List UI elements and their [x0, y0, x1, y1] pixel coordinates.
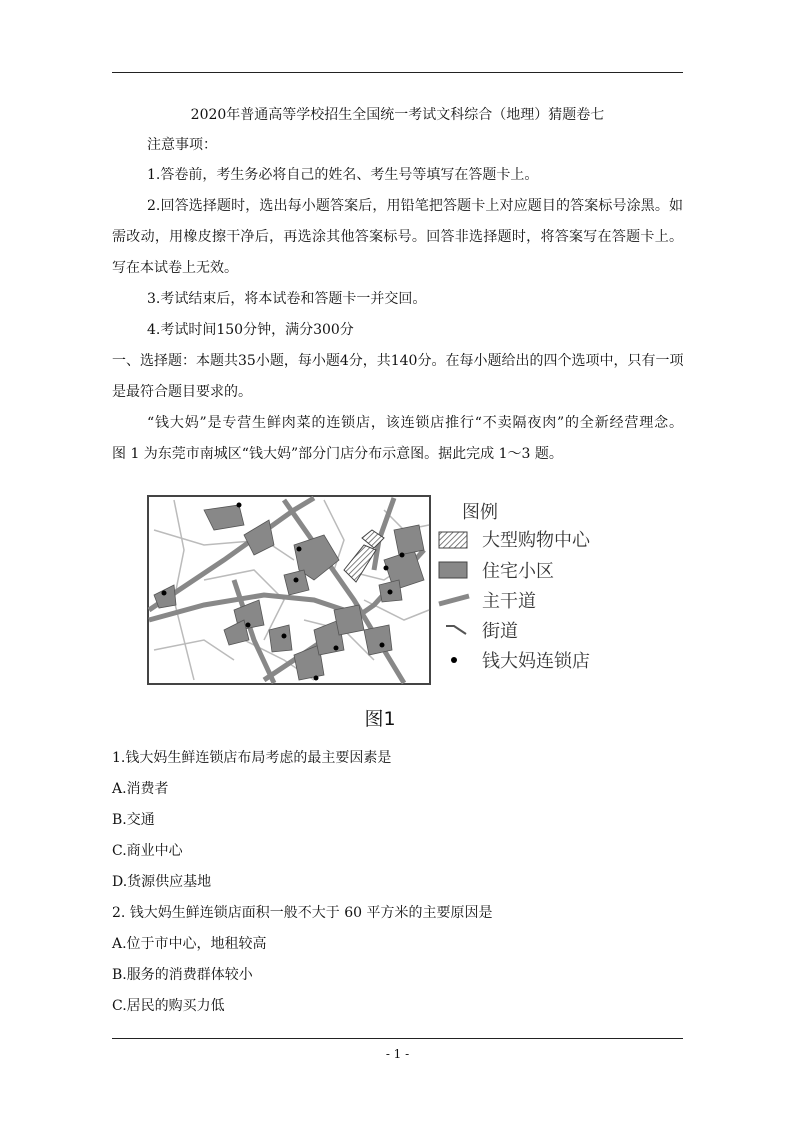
q2-option-a: A.位于市中心，地租较高 [112, 936, 267, 952]
legend-mall-label: 大型购物中心 [482, 530, 590, 551]
legend-title: 图例 [462, 502, 498, 523]
legend-residential-swatch [439, 562, 467, 578]
legend-store-swatch [451, 657, 457, 663]
note-3: 3.考试结束后，将本试卷和答题卡一并交回。 [147, 291, 427, 307]
page-number: - 1 - [385, 1047, 410, 1061]
section-heading-line-1: 一、选择题：本题共35小题，每小题4分，共140分。在每小题给出的四个选项中，只有一项 [112, 353, 684, 369]
note-2-line-3: 写在本试卷上无效。 [112, 260, 238, 276]
q1-option-a: A.消费者 [112, 781, 169, 797]
store-marker [380, 643, 385, 648]
store-marker [388, 590, 393, 595]
note-2-line-2: 需改动，用橡皮擦干净后，再选涂其他答案标号。回答非选择题时，将答案写在答题卡上。 [112, 229, 683, 245]
q2-option-b: B.服务的消费群体较小 [112, 967, 253, 983]
intro-line-1: “钱大妈”是专营生鲜肉菜的连锁店，该连锁店推行“不卖隔夜肉”的全新经营理念。 [147, 415, 683, 431]
footer-rule [112, 1038, 683, 1039]
q1-option-c: C.商业中心 [112, 843, 183, 859]
store-marker [237, 503, 242, 508]
map-legend [439, 502, 591, 672]
header-rule [112, 72, 683, 73]
legend-main-road-swatch [439, 596, 469, 604]
figure-caption: 图1 [364, 708, 396, 730]
q2-option-c: C.居民的购买力低 [112, 998, 225, 1014]
store-marker [297, 547, 302, 552]
store-marker [162, 591, 167, 596]
question-1: 1.钱大妈生鲜连锁店布局考虑的最主要因素是 [112, 750, 392, 766]
store-marker [400, 553, 405, 558]
q1-option-b: B.交通 [112, 812, 155, 828]
store-marker [384, 566, 389, 571]
legend-residential-label: 住宅小区 [482, 561, 554, 582]
store-marker [246, 623, 251, 628]
note-2-line-1: 2.回答选择题时，选出每小题答案后，用铅笔把答题卡上对应题目的答案标号涂黑。如 [147, 198, 683, 214]
legend-store-label: 钱大妈连锁店 [482, 651, 590, 672]
intro-line-2: 图 1 为东莞市南城区“钱大妈”部分门店分布示意图。据此完成 1～3 题。 [112, 446, 563, 462]
q1-option-d: D.货源供应基地 [112, 874, 212, 890]
section-heading-line-2: 是最符合题目要求的。 [112, 384, 252, 400]
page-title: 2020年普通高等学校招生全国统一考试文科综合（地理）猜题卷七 [190, 107, 605, 123]
note-1: 1.答卷前，考生务必将自己的姓名、考生号等填写在答题卡上。 [147, 167, 539, 183]
note-4: 4.考试时间150分钟，满分300分 [147, 322, 354, 338]
store-marker [334, 646, 339, 651]
legend-street-label: 街道 [482, 621, 518, 642]
store-marker [282, 634, 287, 639]
store-marker [314, 676, 319, 681]
legend-mall-swatch [439, 532, 467, 548]
notes-heading: 注意事项： [147, 137, 217, 153]
question-2: 2. 钱大妈生鲜连锁店面积一般不大于 60 平方米的主要原因是 [112, 905, 493, 921]
store-distribution-map [144, 490, 614, 690]
legend-street-swatch [446, 626, 466, 634]
legend-main-road-label: 主干道 [482, 591, 536, 612]
store-marker [294, 578, 299, 583]
